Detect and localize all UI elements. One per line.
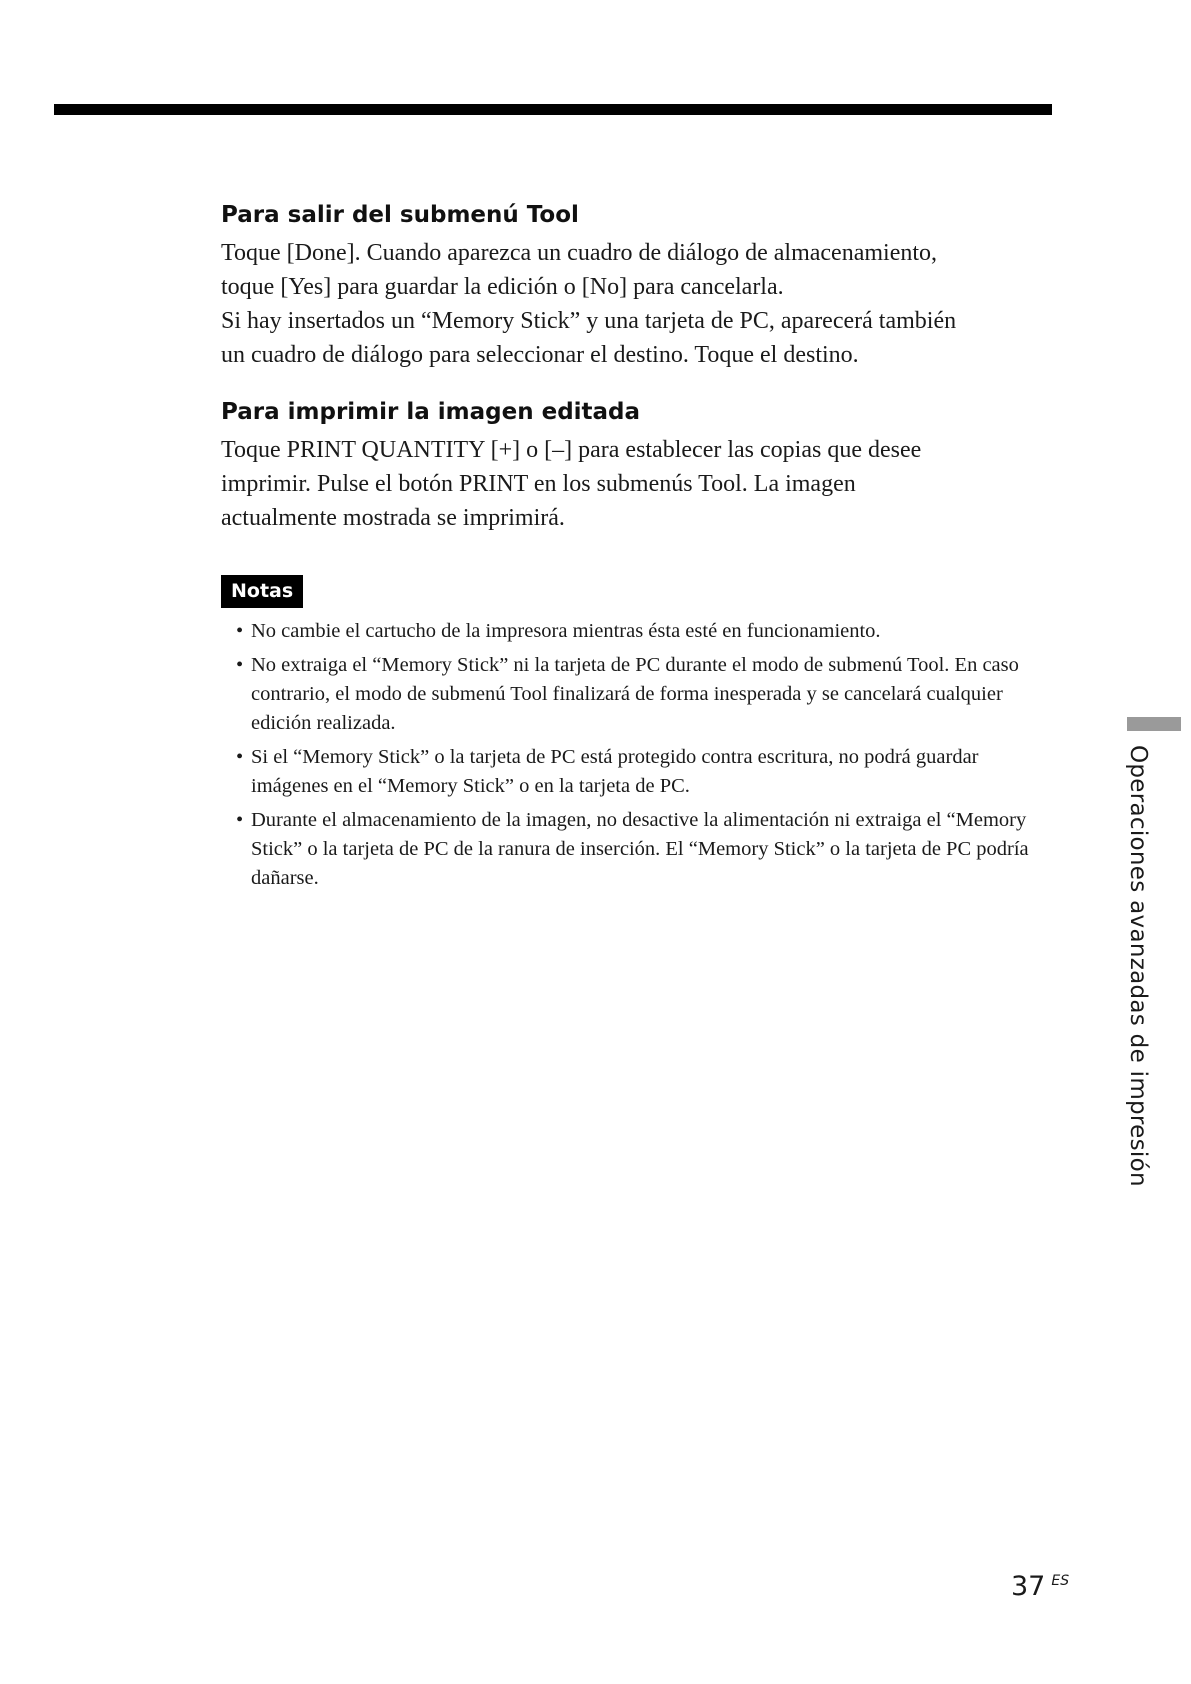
notes-label: Notas — [221, 575, 303, 608]
notes-item — [221, 806, 1061, 893]
print-edited-image-paragraph: Toque PRINT QUANTITY [+] o [–] para establecer las copias que desee imprimir. Pulse el botón PRINT en los submenús Tool. La imagen actualmente mostrada se imprimirá. — [221, 437, 922, 531]
exit-tool-submenu-paragraph-1: Toque [Done]. Cuando aparezca un cuadro de diálogo de almacenamiento, toque [Yes] para guardar la edición o [No] para cancelarla. — [221, 240, 938, 300]
notes-item-text: No cambie el cartucho de la impresora mientras ésta esté en funcionamiento. — [251, 620, 881, 642]
page-content — [221, 200, 1071, 898]
notes-list — [221, 617, 1061, 893]
side-tab-label: Operaciones avanzadas de impresión — [1125, 745, 1151, 1187]
print-edited-image-heading: Para imprimir la imagen editada — [221, 399, 641, 425]
notes-item-text: Durante el almacenamiento de la imagen, no desactive la alimentación ni extraiga el “Memory Stick” o la tarjeta de PC de la ranura de inserción. El “Memory Stick” o la tarjeta de PC podría dañarse. — [251, 809, 1029, 889]
bullet-icon: • — [236, 809, 244, 831]
notes-item — [221, 743, 1061, 801]
page-number — [1011, 1571, 1069, 1602]
print-edited-image-section — [221, 397, 1071, 535]
exit-tool-submenu-section — [221, 200, 1071, 372]
top-rule — [54, 104, 1052, 115]
bullet-icon: • — [236, 654, 244, 676]
notes-block — [221, 575, 1071, 893]
notes-item — [221, 651, 1061, 738]
page-number-value: 37 — [1011, 1571, 1046, 1602]
bullet-icon: • — [236, 620, 244, 642]
bullet-icon: • — [236, 746, 244, 768]
notes-item-text: Si el “Memory Stick” o la tarjeta de PC está protegido contra escritura, no podrá guardar imágenes en el “Memory Stick” o en la tarjeta de PC. — [251, 746, 979, 797]
notes-item — [221, 617, 1061, 646]
notes-item-text: No extraiga el “Memory Stick” ni la tarjeta de PC durante el modo de submenú Tool. En caso contrario, el modo de submenú Tool finalizará de forma inesperada y se cancelará cualquier edición realizada. — [251, 654, 1019, 734]
language-code: ES — [1051, 1573, 1070, 1589]
side-tab-marker — [1127, 717, 1181, 731]
exit-tool-submenu-heading: Para salir del submenú Tool — [221, 202, 579, 228]
exit-tool-submenu-paragraph-2: Si hay insertados un “Memory Stick” y una tarjeta de PC, aparecerá también un cuadro de diálogo para seleccionar el destino. Toque el destino. — [221, 308, 957, 368]
